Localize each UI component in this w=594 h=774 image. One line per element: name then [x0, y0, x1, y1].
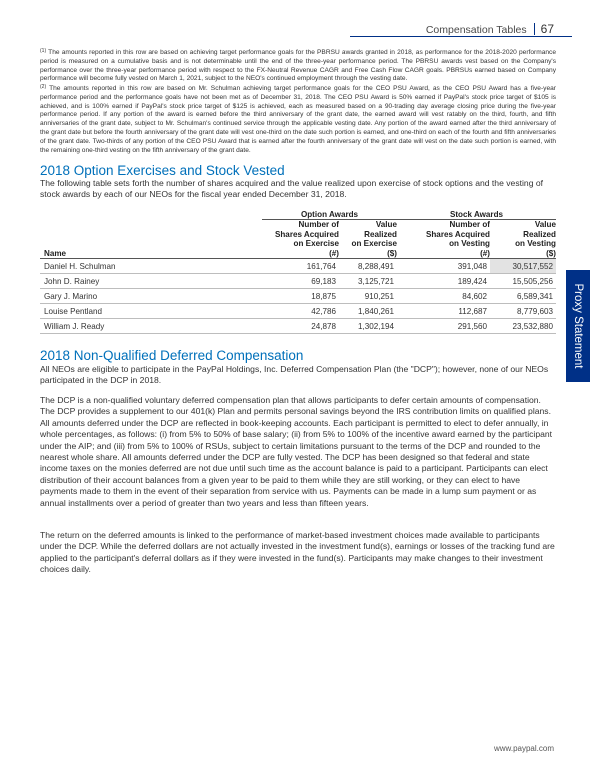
opt-shares-cell: 24,878 [311, 321, 336, 331]
stk-shares-cell: 112,687 [458, 306, 487, 316]
section-title: Compensation Tables [425, 24, 527, 36]
row-name: Daniel H. Schulman [44, 261, 116, 271]
option-exercises-heading: 2018 Option Exercises and Stock Vested [40, 163, 285, 178]
table-group-header-row [40, 207, 556, 220]
stk-value-cell: 23,532,880 [512, 321, 553, 331]
table-row [40, 274, 556, 289]
opt-value-cell: 8,288,491 [357, 261, 394, 271]
stk-shares-cell: 291,560 [457, 321, 487, 331]
col-option-value-header: Value Realized on Exercise ($) [339, 220, 397, 259]
table-header-row [40, 220, 556, 259]
stk-shares-cell: 391,048 [457, 261, 487, 271]
row-name: John D. Rainey [44, 276, 100, 286]
deferred-comp-paragraph-1: The DCP is a non-qualified voluntary deferred compensation plan that allows participants to defer certain amounts of compensation. The DCP provides a supplement to our 401(k) Plan and permits personal savings beyond the IRS contribution limits on qualified plans. All amounts deferred under the DCP are reflected in book-keeping accounts. Each participant is permitted to elect to defer annually, in whole percentages, as follows: (i) from 5% to 50% of base salary; (ii) from 5% to 100% of the incentive award earned by the participant under the AIP; and (iii) from 5% to 100% of RSUs, subject to certain limitations pursuant to the terms of the DCP and rounded to the nearest whole share. All amounts deferred under the DCP are fully vested. The DCP has been designed so that federal and state income taxes on the monies deferred are not due until such time as the account balance is paid to a participant. Participants can elect distribution of their account balances from a given year to be paid to them while they are still working, or they can elect to have payments made to them in the event of their separation from service with us. Payments can be made in a lump sum payment or as annual installments over a period of greater than two years and less than fifteen years. [40, 395, 553, 508]
opt-value-cell: 1,302,194 [357, 321, 394, 331]
option-exercises-intro: The following table sets forth the number of shares acquired and the value realized upon exercise of stock options and the vesting of stock awards by each of our NEOs for the fiscal year ended December 31, 2018. [40, 178, 544, 200]
footnote-2-marker: (2) [40, 84, 47, 90]
row-name: William J. Ready [44, 321, 105, 331]
footnote-1 [40, 47, 556, 84]
footnote-2-text: The amounts reported in this row are based on Mr. Schulman achieving target performance goals for the CEO PSU Award, as the CEO PSU Award has a five-year performance period and the performance goals have not been met as of December 31, 2018. The CEO PSU Award is 50% earned if PayPal's stock price target of $105 is achieved, and is 100% earned if PayPal's stock price target of $125 is achieved, each as measured based on a 90-trading day average closing price during the five-year performance period. If any portion of the award is earned before the third anniversary of the grant date, the earned award will vest ratably on the third, fourth, and fifth anniversaries of the grant date, subject to Mr. Schulman's continued service through the applicable vesting date. Any portion of the award earned after the third anniversary of the grant date but before the fourth anniversary of the grant date will vest one-third on the date such portion is earned, and one-third on each of the fourth and fifth anniversaries of the grant date. Two-thirds of any portion of the CEO PSU Award that is earned after the fourth anniversary of the grant date will vest on the date such portion is earned, with the remaining one-third vesting on the fifth anniversary of the grant date. [40, 85, 556, 154]
opt-value-cell: 1,840,261 [357, 306, 394, 316]
stk-value-cell: 8,779,603 [516, 306, 553, 316]
deferred-comp-intro: All NEOs are eligible to participate in the PayPal Holdings, Inc. Deferred Compensation Plan (the "DCP"); however, none of our NEOs participated in the DCP in 2018. [40, 364, 549, 386]
option-exercises-table [40, 207, 556, 334]
footer-url[interactable]: www.paypal.com [493, 744, 554, 753]
opt-shares-cell: 69,183 [311, 276, 336, 286]
table-row [40, 319, 556, 334]
footnote-1-marker: (1) [40, 48, 47, 54]
footnote-1-text: The amounts reported in this row are based on achieving target performance goals for the PBRSU awards granted in 2018, as performance for the 2018-2020 performance period is measured on a cumulative basis and is not determinable until the end of the three-year performance period. The PBRSU awards vest based on the Company's performance over the three-year performance period with respect to the FX-Neutral Revenue CAGR and Free Cash Flow CAGR goals. PBRSUs earned based on Company performance will become fully vested on March 1, 2021, subject to the NEO's continued employment through the vesting date. [40, 49, 556, 83]
page-header [426, 22, 554, 36]
opt-value-cell: 910,251 [364, 291, 394, 301]
col-option-shares-header: Number of Shares Acquired on Exercise (#) [262, 220, 339, 259]
deferred-comp-heading: 2018 Non-Qualified Deferred Compensation [40, 348, 304, 363]
opt-value-cell: 3,125,721 [357, 276, 394, 286]
opt-shares-cell: 161,764 [306, 261, 336, 271]
stk-shares-cell: 84,602 [462, 291, 487, 301]
side-tab-label: Proxy Statement [572, 283, 584, 369]
deferred-comp-paragraph-2: The return on the deferred amounts is linked to the performance of market-based investment choices made available to participants under the DCP. While the deferred dollars are not actually invested in the investment fund(s), earnings or losses of the tracking fund are applied to the participant's deferral dollars as if they were invested in the fund(s). Participants may make changes to their investment choices daily. [40, 530, 555, 575]
opt-shares-cell: 18,875 [311, 291, 336, 301]
col-stock-shares-header: Number of Shares Acquired on Vesting (#) [397, 220, 490, 259]
col-stock-value-header: Value Realized on Vesting ($) [490, 220, 556, 259]
header-divider [534, 23, 535, 35]
table-row [40, 259, 556, 274]
opt-shares-cell: 42,786 [311, 306, 336, 316]
stock-awards-group: Stock Awards [397, 207, 556, 220]
table-row [40, 289, 556, 304]
stk-shares-cell: 189,424 [457, 276, 487, 286]
option-awards-group: Option Awards [262, 207, 397, 220]
table-row [40, 304, 556, 319]
col-name-header: Name [40, 220, 262, 259]
stk-value-cell: 15,505,256 [512, 276, 553, 286]
proxy-statement-side-tab[interactable] [566, 270, 590, 382]
page-number: 67 [540, 22, 554, 36]
footnote-2 [40, 83, 556, 155]
header-rule [350, 36, 572, 37]
stk-value-cell: 30,517,552 [490, 259, 556, 274]
stk-value-cell: 6,589,341 [516, 291, 553, 301]
row-name: Louise Pentland [44, 306, 103, 316]
row-name: Gary J. Marino [44, 291, 98, 301]
